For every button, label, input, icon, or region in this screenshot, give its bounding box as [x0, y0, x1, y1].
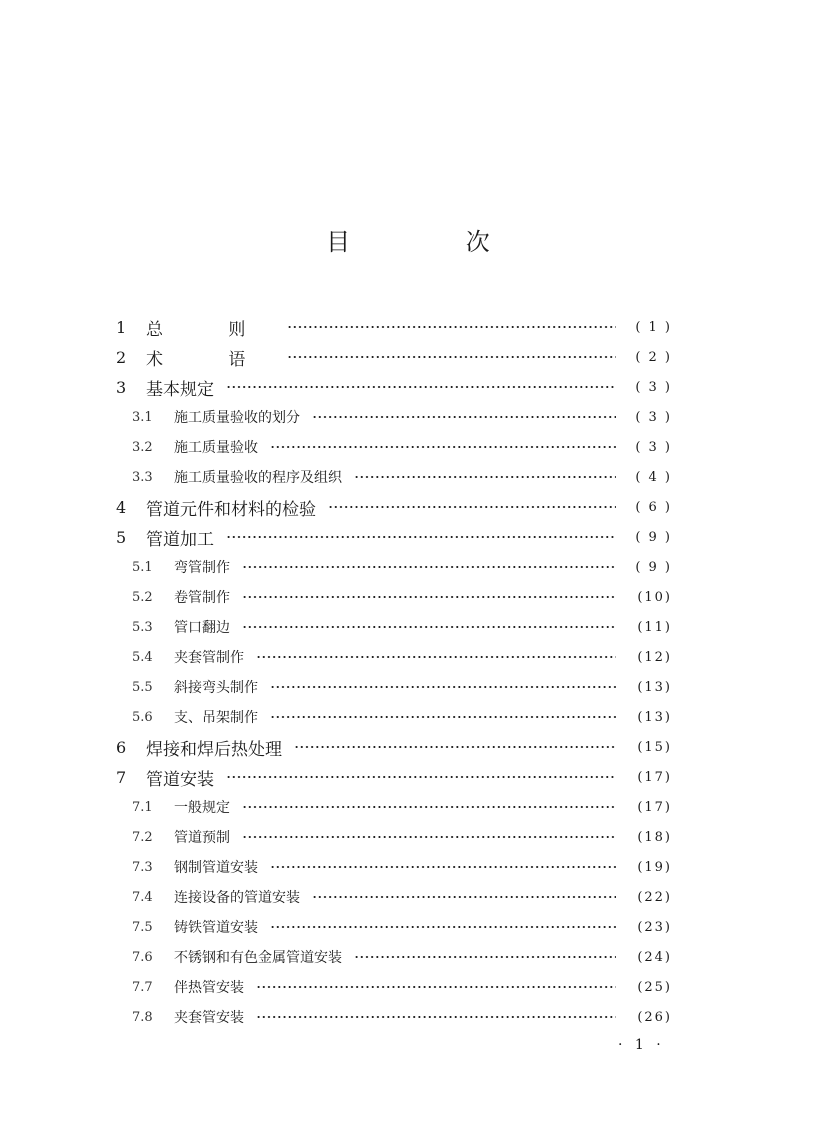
toc-entry[interactable]	[112, 882, 672, 912]
dot-leader	[226, 535, 616, 539]
toc-entry-page: (26)	[637, 1009, 672, 1025]
dot-leader	[242, 805, 616, 809]
toc-entry-title: 支、吊架制作	[174, 710, 258, 726]
toc-entry-page: (17)	[637, 799, 672, 815]
dot-leader	[270, 865, 616, 869]
toc-entry-number: 3.3	[132, 469, 153, 485]
toc-entry[interactable]	[112, 972, 672, 1002]
toc-entry[interactable]	[112, 672, 672, 702]
dot-leader	[354, 955, 616, 959]
toc-entry-title: 施工质量验收的程序及组织	[174, 470, 342, 486]
dot-leader	[270, 685, 616, 689]
dot-leader	[226, 775, 616, 779]
toc-entry-number: 7.6	[132, 949, 153, 965]
toc-entry-title: 管道元件和材料的检验	[146, 499, 316, 520]
toc-entry-number: 7.5	[132, 919, 153, 935]
toc-entry[interactable]	[112, 402, 672, 432]
toc-entry-title: 管道安装	[146, 769, 214, 790]
toc-entry-title: 铸铁管道安装	[174, 920, 258, 936]
toc-entry-number: 5.6	[132, 709, 153, 725]
toc-entry[interactable]	[112, 702, 672, 732]
dot-leader	[242, 835, 616, 839]
dot-leader	[287, 325, 616, 329]
toc-entry-title: 一般规定	[174, 800, 230, 816]
toc-entry-page: ( 6 )	[635, 499, 672, 515]
toc-entry-page: ( 1 )	[635, 319, 672, 335]
toc-entry-title: 连接设备的管道安装	[174, 890, 300, 906]
toc-entry-page: (25)	[637, 979, 672, 995]
dot-leader	[242, 565, 616, 569]
toc-entry-title: 斜接弯头制作	[174, 680, 258, 696]
table-of-contents	[112, 312, 672, 1032]
dot-leader	[294, 745, 616, 749]
dot-leader	[270, 925, 616, 929]
toc-entry[interactable]	[112, 762, 672, 792]
dot-leader	[270, 445, 616, 449]
toc-entry-number: 5.3	[132, 619, 153, 635]
dot-leader	[270, 715, 616, 719]
toc-entry-title: 管道预制	[174, 830, 230, 846]
toc-entry-number: 5.2	[132, 589, 153, 605]
toc-entry-page: (11)	[637, 619, 672, 635]
toc-entry[interactable]	[112, 372, 672, 402]
toc-entry-page: (18)	[637, 829, 672, 845]
toc-entry-title: 夹套管制作	[174, 650, 244, 666]
dot-leader	[226, 385, 616, 389]
toc-entry[interactable]	[112, 582, 672, 612]
page-number: · 1 ·	[618, 1037, 665, 1053]
dot-leader	[242, 625, 616, 629]
toc-entry-number: 2	[116, 347, 127, 367]
toc-entry[interactable]	[112, 462, 672, 492]
toc-entry-title: 焊接和焊后热处理	[146, 739, 282, 760]
toc-entry[interactable]	[112, 432, 672, 462]
toc-entry-page: ( 3 )	[635, 439, 672, 455]
toc-entry[interactable]	[112, 612, 672, 642]
toc-entry-title: 施工质量验收的划分	[174, 410, 300, 426]
dot-leader	[287, 355, 616, 359]
dot-leader	[312, 895, 616, 899]
toc-entry-title: 管道加工	[146, 529, 214, 550]
toc-entry[interactable]	[112, 642, 672, 672]
toc-entry-page: (24)	[637, 949, 672, 965]
toc-entry-number: 3.2	[132, 439, 153, 455]
toc-entry-page: (23)	[637, 919, 672, 935]
toc-entry-page: (15)	[637, 739, 672, 755]
toc-entry-number: 7.1	[132, 799, 153, 815]
toc-entry-page: (12)	[637, 649, 672, 665]
toc-entry-number: 3	[116, 377, 127, 397]
toc-entry-page: ( 2 )	[635, 349, 672, 365]
dot-leader	[256, 1015, 616, 1019]
toc-entry[interactable]	[112, 1002, 672, 1032]
toc-entry-number: 6	[116, 737, 127, 757]
dot-leader	[256, 985, 616, 989]
toc-entry[interactable]	[112, 792, 672, 822]
toc-entry[interactable]	[112, 732, 672, 762]
dot-leader	[328, 505, 616, 509]
toc-entry-title: 管口翻边	[174, 620, 230, 636]
toc-entry-page: ( 3 )	[635, 379, 672, 395]
toc-entry-page: (19)	[637, 859, 672, 875]
toc-entry[interactable]	[112, 822, 672, 852]
dot-leader	[354, 475, 616, 479]
toc-entry-page: (22)	[637, 889, 672, 905]
toc-entry-page: (17)	[637, 769, 672, 785]
toc-entry[interactable]	[112, 552, 672, 582]
toc-entry[interactable]	[112, 492, 672, 522]
toc-entry-page: ( 9 )	[635, 559, 672, 575]
toc-entry-number: 7.2	[132, 829, 153, 845]
toc-entry-page: (13)	[637, 679, 672, 695]
toc-entry-title: 术 语	[146, 349, 276, 370]
toc-entry-page: ( 4 )	[635, 469, 672, 485]
toc-entry-title: 卷管制作	[174, 590, 230, 606]
toc-entry-page: (13)	[637, 709, 672, 725]
toc-entry-title: 不锈钢和有色金属管道安装	[174, 950, 342, 966]
toc-entry-page: ( 9 )	[635, 529, 672, 545]
page-title: 目 次	[326, 228, 544, 256]
toc-entry-number: 7	[116, 767, 127, 787]
toc-entry-number: 7.8	[132, 1009, 153, 1025]
toc-entry-number: 5.5	[132, 679, 153, 695]
toc-entry-title: 弯管制作	[174, 560, 230, 576]
toc-entry-title: 施工质量验收	[174, 440, 258, 456]
toc-entry-title: 伴热管安装	[174, 980, 244, 996]
toc-entry[interactable]	[112, 942, 672, 972]
toc-entry-number: 4	[116, 497, 127, 517]
dot-leader	[256, 655, 616, 659]
toc-entry-page: (10)	[637, 589, 672, 605]
toc-entry[interactable]	[112, 342, 672, 372]
dot-leader	[312, 415, 616, 419]
dot-leader	[242, 595, 616, 599]
toc-entry[interactable]	[112, 522, 672, 552]
toc-entry-title: 夹套管安装	[174, 1010, 244, 1026]
toc-entry-title: 基本规定	[146, 379, 214, 400]
toc-entry-number: 5.4	[132, 649, 153, 665]
toc-entry-page: ( 3 )	[635, 409, 672, 425]
toc-entry-number: 7.4	[132, 889, 153, 905]
toc-entry-number: 1	[116, 317, 127, 337]
toc-entry-title: 总 则	[146, 319, 276, 340]
toc-entry[interactable]	[112, 852, 672, 882]
toc-entry-number: 5.1	[132, 559, 153, 575]
toc-entry-number: 7.3	[132, 859, 153, 875]
toc-entry-number: 7.7	[132, 979, 153, 995]
toc-entry-number: 3.1	[132, 409, 153, 425]
toc-entry[interactable]	[112, 912, 672, 942]
toc-entry-title: 钢制管道安装	[174, 860, 258, 876]
toc-entry[interactable]	[112, 312, 672, 342]
toc-entry-number: 5	[116, 527, 127, 547]
